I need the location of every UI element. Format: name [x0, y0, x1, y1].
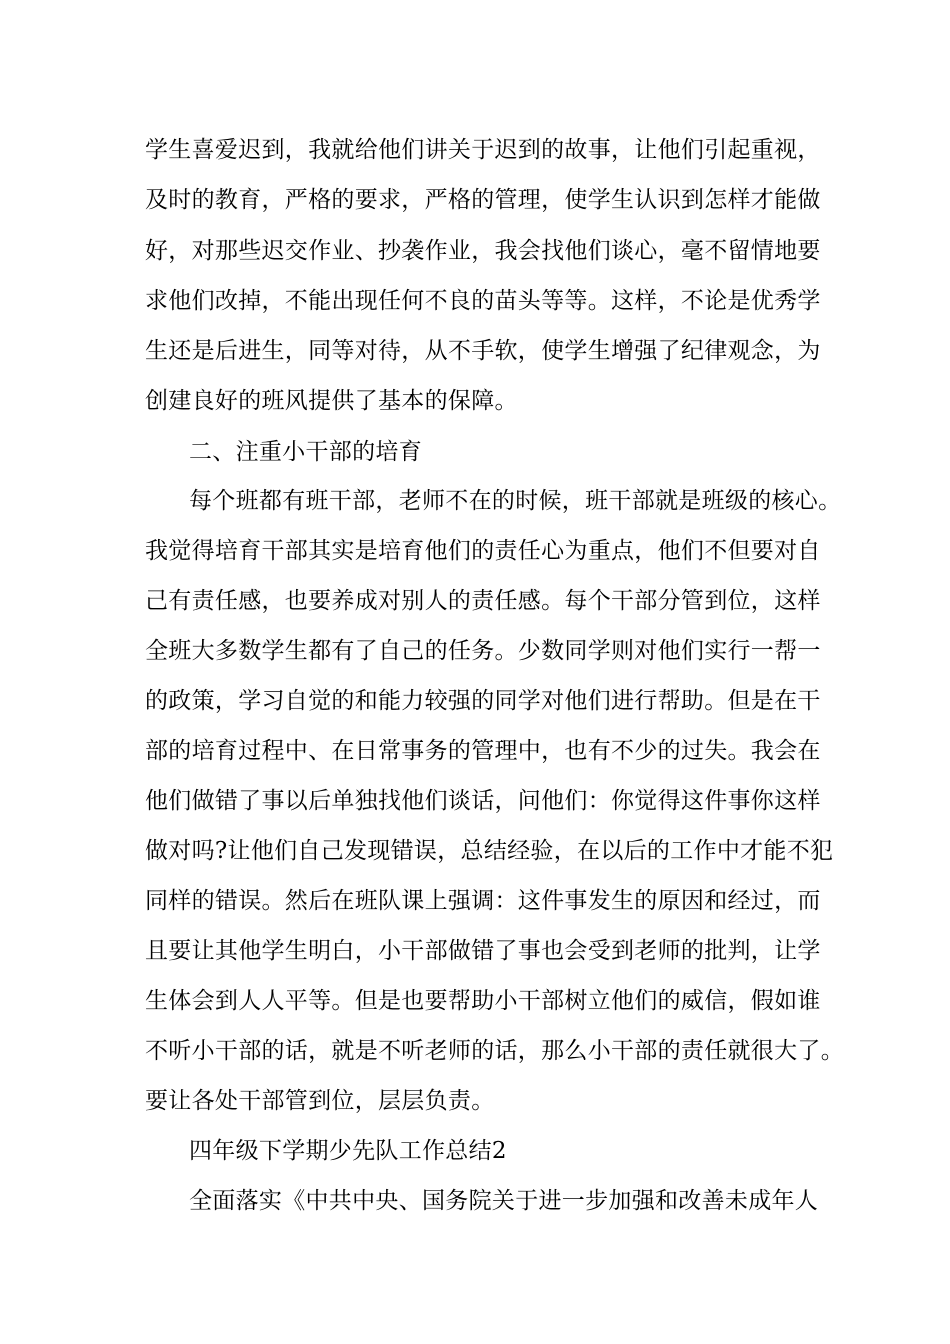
section-heading: 二、注重小干部的培育: [189, 439, 422, 465]
paragraph-line: 求他们改掉，不能出现任何不良的苗头等等。这样，不论是优秀学: [145, 288, 821, 314]
paragraph-line: 部的培育过程中、在日常事务的管理中，也有不少的过失。我会在: [145, 738, 821, 764]
paragraph-line: 我觉得培育干部其实是培育他们的责任心为重点，他们不但要对自: [145, 538, 821, 564]
paragraph-line: 生体会到人人平等。但是也要帮助小干部树立他们的威信，假如谁: [145, 988, 821, 1014]
paragraph-line: 好，对那些迟交作业、抄袭作业，我会找他们谈心，毫不留情地要: [145, 238, 821, 264]
paragraph-line: 他们做错了事以后单独找他们谈话，问他们：你觉得这件事你这样: [145, 788, 821, 814]
paragraph-line: 做对吗?让他们自己发现错误，总结经验，在以后的工作中才能不犯: [145, 838, 834, 864]
paragraph-line: 生还是后进生，同等对待，从不手软，使学生增强了纪律观念，为: [145, 338, 821, 364]
paragraph-line: 的政策，学习自觉的和能力较强的同学对他们进行帮助。但是在干: [145, 688, 821, 714]
paragraph-line: 学生喜爱迟到，我就给他们讲关于迟到的故事，让他们引起重视，: [145, 137, 821, 163]
paragraph-line: 创建良好的班风提供了基本的保障。: [145, 388, 518, 414]
paragraph-line: 要让各处干部管到位，层层负责。: [145, 1088, 495, 1114]
paragraph-line: 全面落实《中共中央、国务院关于进一步加强和改善未成年人: [189, 1188, 819, 1214]
paragraph-line: 不听小干部的话，就是不听老师的话，那么小干部的责任就很大了。: [145, 1038, 844, 1064]
paragraph-line: 且要让其他学生明白，小干部做错了事也会受到老师的批判，让学: [145, 938, 821, 964]
paragraph-line: 每个班都有班干部，老师不在的时候，班干部就是班级的核心。: [189, 488, 842, 514]
paragraph-line: 及时的教育，严格的要求，严格的管理，使学生认识到怎样才能做: [145, 187, 821, 213]
paragraph-line: 同样的错误。然后在班队课上强调：这件事发生的原因和经过，而: [145, 888, 821, 914]
section-heading: 四年级下学期少先队工作总结2: [189, 1138, 507, 1164]
paragraph-line: 全班大多数学生都有了自己的任务。少数同学则对他们实行一帮一: [145, 638, 821, 664]
paragraph-line: 己有责任感，也要养成对别人的责任感。每个干部分管到位，这样: [145, 588, 821, 614]
